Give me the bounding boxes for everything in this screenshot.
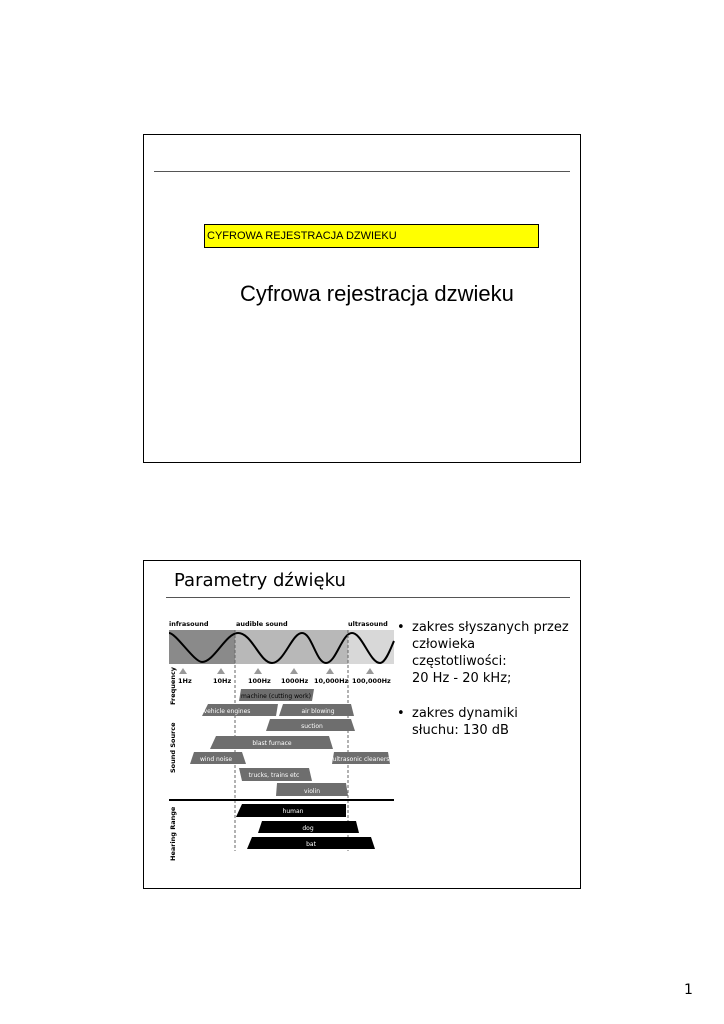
frequency-tick-label: 1000Hz xyxy=(281,677,309,685)
audible-band xyxy=(235,630,348,664)
zone-label-infrasound: infrasound xyxy=(169,620,209,628)
side-label-hearing-range: Hearing Range xyxy=(169,806,177,861)
tick-marker xyxy=(179,668,187,674)
tick-marker xyxy=(290,668,298,674)
bullet-line: słuchu: 130 dB xyxy=(412,723,509,738)
source-label: machine (cutting work) xyxy=(241,693,311,700)
slide-title: Parametry dźwięku xyxy=(174,570,346,591)
tick-marker xyxy=(217,668,225,674)
source-label: violin xyxy=(303,788,321,795)
bullet-item: • zakres dynamiki słuchu: 130 dB xyxy=(396,705,578,739)
bullet-list xyxy=(396,619,578,757)
frequency-tick-label: 10Hz xyxy=(213,677,232,685)
side-label-frequency: Frequency xyxy=(169,666,177,705)
hearing-label: bat xyxy=(306,841,316,848)
hearing-label: human xyxy=(282,808,304,815)
source-label: blast furnace xyxy=(252,740,292,747)
bullet-line: człowieka xyxy=(412,637,476,652)
bullet-line: zakres dynamiki xyxy=(412,706,518,721)
page-number: 1 xyxy=(684,982,693,998)
tick-marker xyxy=(326,668,334,674)
tick-marker xyxy=(254,668,262,674)
ultrasound-band xyxy=(348,630,394,664)
frequency-tick-label: 1Hz xyxy=(178,677,192,685)
side-label-sound-source: Sound Source xyxy=(169,722,177,773)
slide-1 xyxy=(143,134,581,463)
sound-frequency-diagram xyxy=(166,613,396,863)
bullet-item: • zakres słyszanych przez człowieka częstotliwości: 20 Hz - 20 kHz; xyxy=(396,619,578,687)
source-label: trucks, trains etc xyxy=(248,772,300,779)
tick-marker xyxy=(366,668,374,674)
bullet-line: 20 Hz - 20 kHz; xyxy=(412,671,512,686)
infrasound-band xyxy=(169,630,235,664)
slide-2 xyxy=(143,560,581,889)
source-label: air blowing xyxy=(301,708,335,715)
frequency-tick-label: 10,000Hz xyxy=(314,677,349,685)
title-divider xyxy=(154,171,570,172)
frequency-tick-label: 100Hz xyxy=(248,677,271,685)
bullet-line: częstotliwości: xyxy=(412,654,507,669)
slide-title: Cyfrowa rejestracja dzwieku xyxy=(240,281,514,306)
slide-header-box: CYFROWA REJESTRACJA DZWIEKU xyxy=(204,224,539,248)
source-label: ultrasonic cleaners xyxy=(332,756,390,763)
zone-label-audible: audible sound xyxy=(236,620,288,628)
source-label: vehicle engines xyxy=(203,708,251,715)
title-divider xyxy=(166,597,570,598)
hearing-label: dog xyxy=(302,825,314,832)
source-label: suction xyxy=(301,723,323,730)
bullet-line: zakres słyszanych przez xyxy=(412,620,569,635)
frequency-tick-label: 100,000Hz xyxy=(352,677,391,685)
source-label: wind noise xyxy=(199,756,233,763)
zone-label-ultrasound: ultrasound xyxy=(348,620,388,628)
